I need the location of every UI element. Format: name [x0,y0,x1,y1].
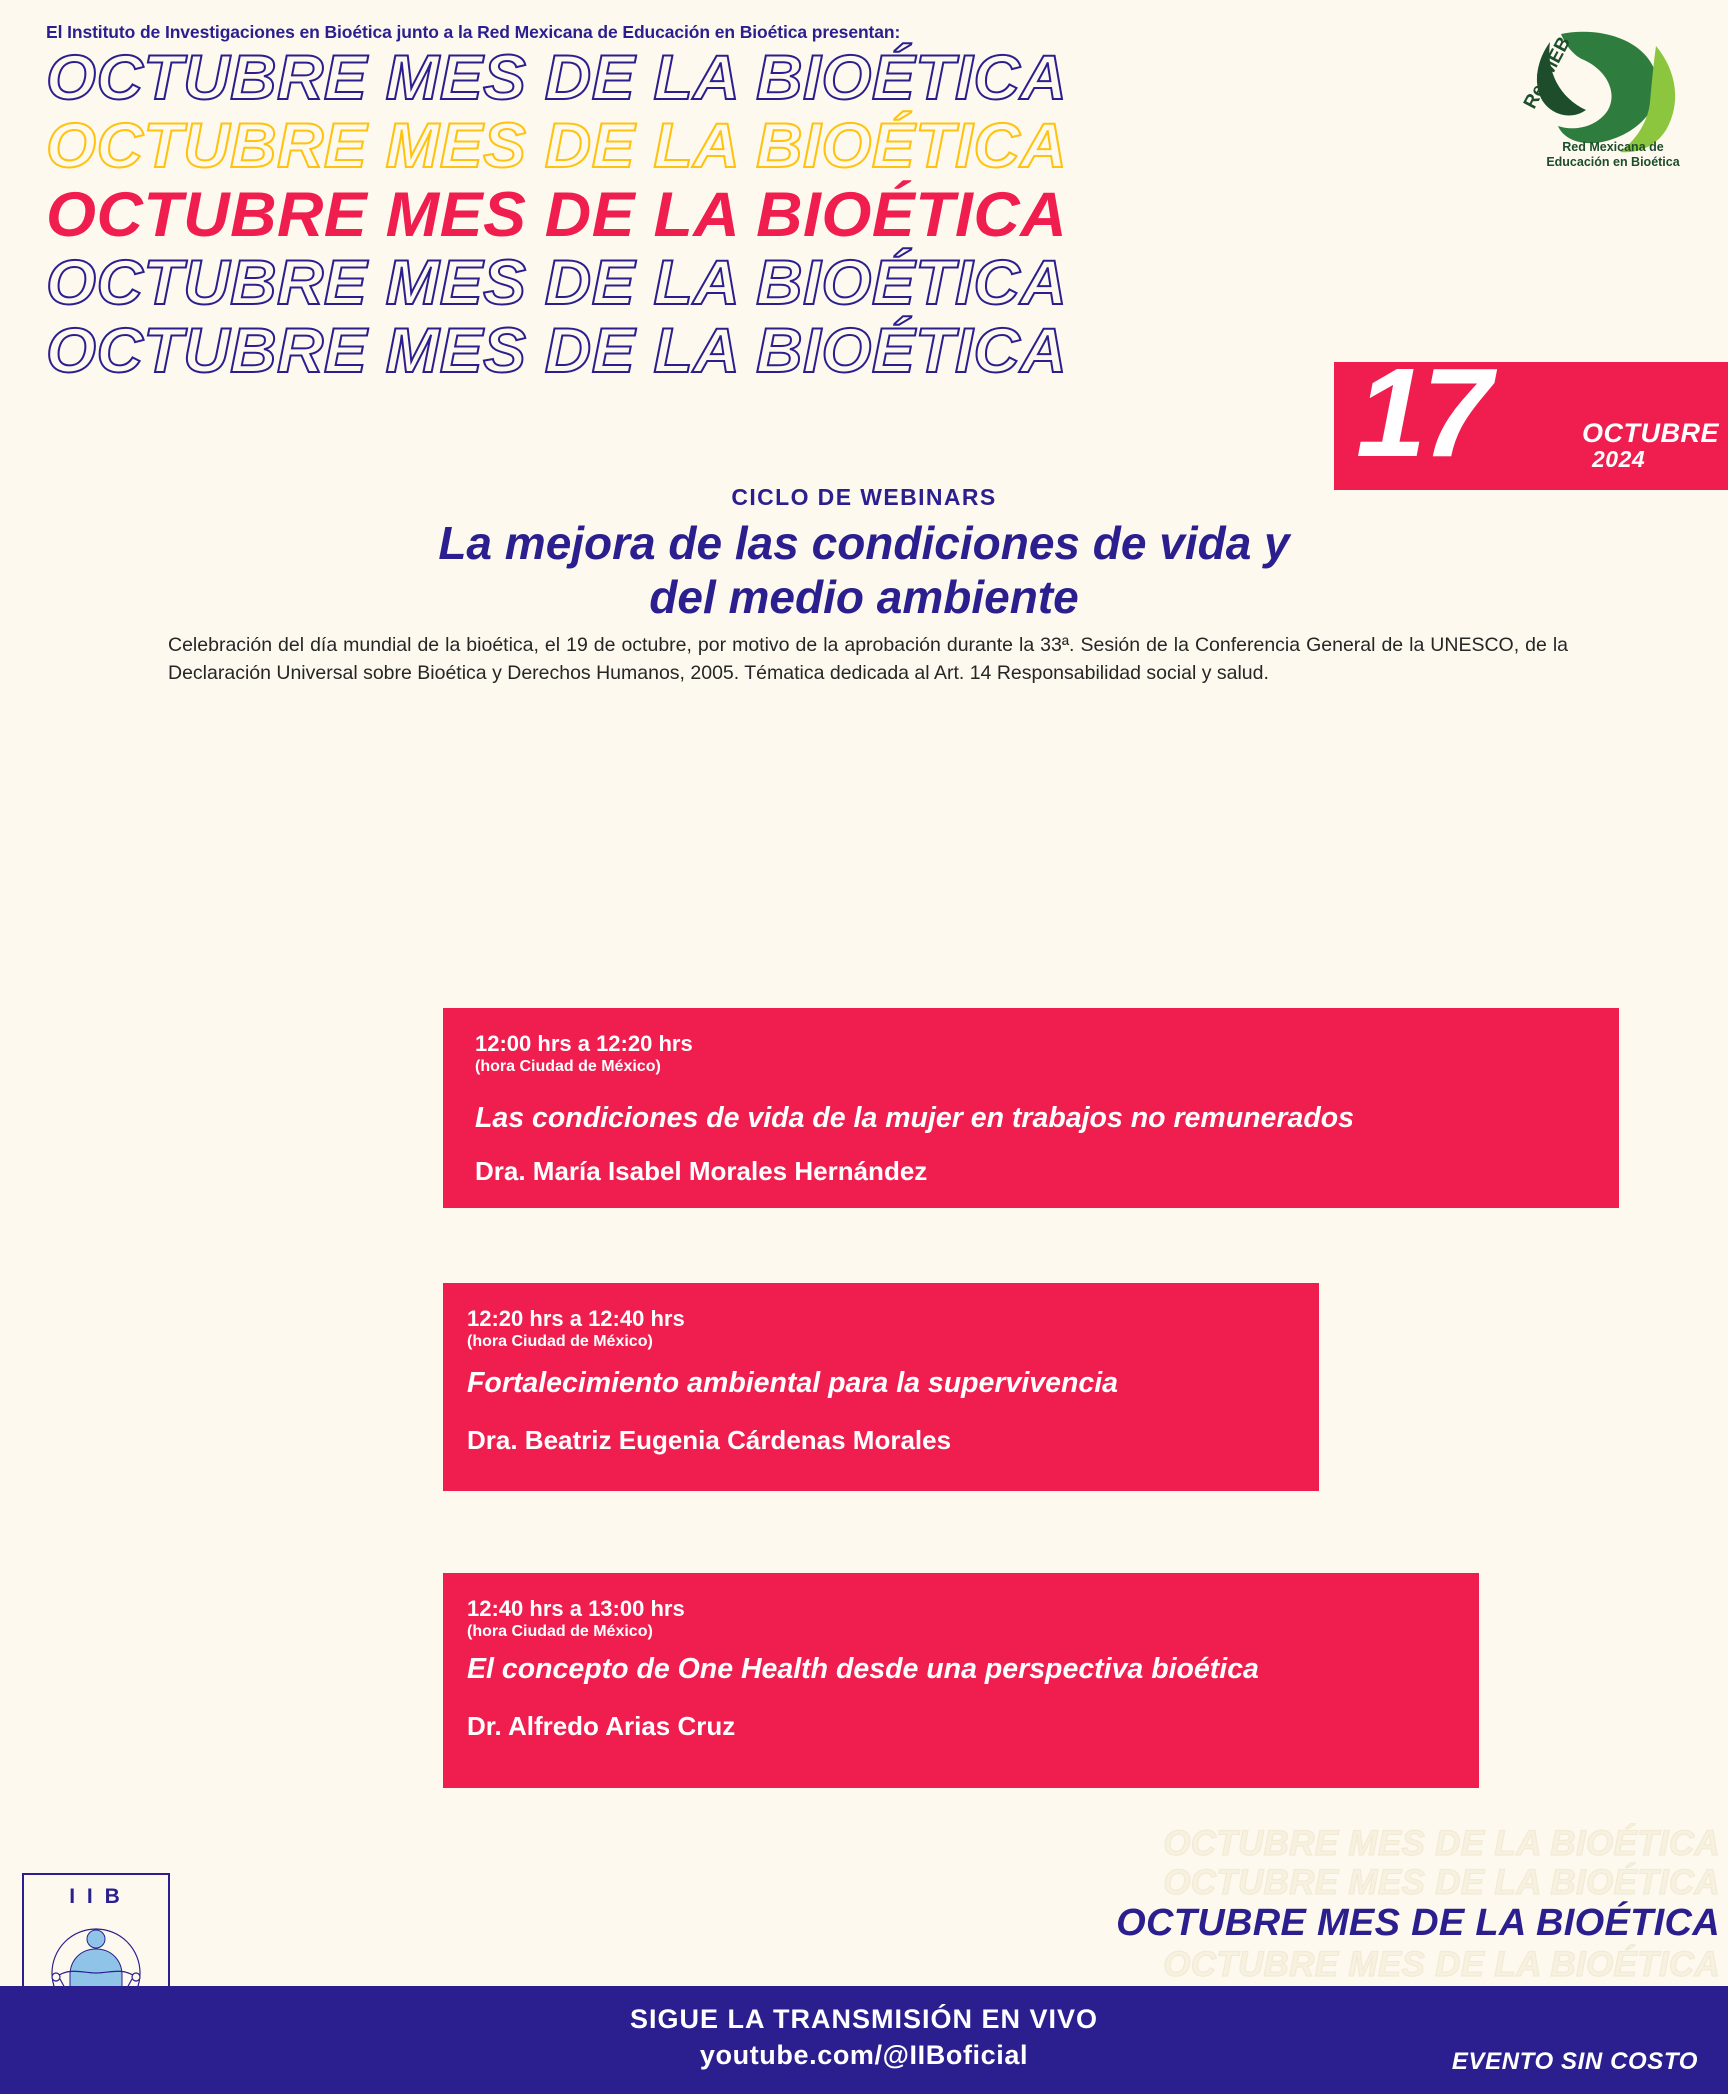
footer-live-label: SIGUE LA TRANSMISIÓN EN VIVO [629,2004,1099,2034]
session-timezone: (hora Ciudad de México) [467,1623,653,1640]
title-line-1: OCTUBRE MES DE LA BIOÉTICA [46,43,1068,113]
event-title-line-2: del medio ambiente [649,571,1079,624]
footer-free-label: EVENTO SIN COSTO [1451,2048,1698,2075]
footer-youtube-link[interactable]: youtube.com/@IIBoficial [699,2040,1029,2070]
poster-title-stack [46,43,1068,387]
session-time: 12:40 hrs a 13:00 hrs [467,1596,685,1621]
session-card [443,1573,1479,1788]
event-title-line-1: La mejora de las condiciones de vida y [438,517,1290,569]
session-topic: El concepto de One Health desde una perspectiva bioética [467,1653,1259,1685]
session-topic: Las condiciones de vida de la mujer en trabajos no remunerados [475,1102,1355,1134]
watermark-line-1: OCTUBRE MES DE LA BIOÉTICA [1163,1823,1720,1863]
session-speaker: Dra. María Isabel Morales Hernández [475,1156,928,1186]
watermark-line-4: OCTUBRE MES DE LA BIOÉTICA [1163,1944,1720,1984]
session-speaker: Dr. Alfredo Arias Cruz [467,1711,736,1741]
title-line-2: OCTUBRE MES DE LA BIOÉTICA [46,111,1068,182]
date-year: 2024 [1592,446,1646,472]
iib-initials: I I B [69,1885,123,1908]
footer-bar [0,1986,1728,2094]
date-day: 17 [1356,342,1489,483]
session-time: 12:20 hrs a 12:40 hrs [467,1306,685,1331]
watermark-title-stack [940,1824,1720,1984]
date-month: OCTUBRE [1582,418,1719,448]
session-card [443,1008,1619,1208]
session-timezone: (hora Ciudad de México) [467,1333,653,1350]
session-card [443,1283,1319,1491]
event-description: Celebración del día mundial de la bioética, el 19 de octubre, por motivo de la aprobación durante la 33ª. Sesión de la Conferencia General de la UNESCO, de la Declaración Universal sobre Bioética y Derechos Humanos, 2005. Tématica dedicada al Art. 14 Responsabilidad social y salud. [168,634,1568,684]
session-time: 12:00 hrs a 12:20 hrs [475,1031,693,1056]
event-title [0,516,1728,625]
session-timezone: (hora Ciudad de México) [475,1058,661,1075]
event-kicker: CICLO DE WEBINARS [731,484,997,510]
redmeb-logo-caption: Red Mexicana de Educación en Bioética [1546,140,1680,170]
title-line-4: OCTUBRE MES DE LA BIOÉTICA [46,247,1068,318]
session-speaker: Dra. Beatriz Eugenia Cárdenas Morales [467,1425,952,1455]
title-line-5: OCTUBRE MES DE LA BIOÉTICA [46,316,1068,386]
date-badge [1334,342,1728,490]
presenters-line: El Instituto de Investigaciones en Bioética junto a la Red Mexicana de Educación en Bioética presentan: [46,22,901,42]
title-line-3: OCTUBRE MES DE LA BIOÉTICA [46,179,1068,250]
svg-text:RedMEB: RedMEB [1519,33,1576,113]
watermark-line-2: OCTUBRE MES DE LA BIOÉTICA [1163,1863,1720,1903]
watermark-line-3: OCTUBRE MES DE LA BIOÉTICA [1116,1902,1720,1945]
session-topic: Fortalecimiento ambiental para la supervivencia [467,1367,1118,1399]
